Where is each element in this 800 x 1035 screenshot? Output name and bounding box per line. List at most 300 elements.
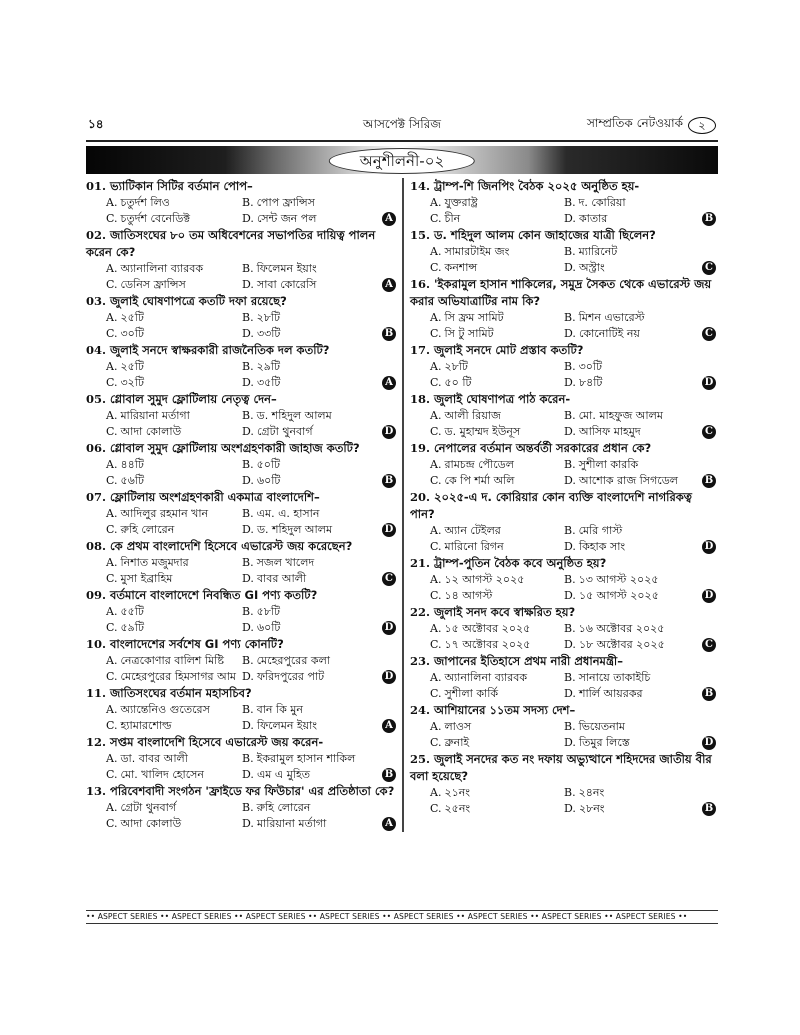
question-stem xyxy=(86,783,398,800)
question-stem xyxy=(86,342,398,359)
footer-separator: •• xyxy=(382,912,392,921)
option-row xyxy=(410,785,718,801)
option-c xyxy=(106,326,242,342)
option-letter: C. xyxy=(106,572,118,585)
option-d xyxy=(564,473,698,489)
option-c xyxy=(430,539,564,555)
option-row xyxy=(86,261,398,277)
question-stem xyxy=(86,538,398,555)
section-heading xyxy=(587,115,716,135)
option-text: সেন্ট জন পল xyxy=(256,212,317,225)
option-c xyxy=(430,424,564,440)
question-text: কে প্রথম বাংলাদেশি হিসেবে এভারেস্ট জয় করেছেন? xyxy=(110,539,353,553)
option-row xyxy=(86,702,398,718)
option-row xyxy=(410,408,718,424)
option-letter: C. xyxy=(430,425,442,438)
question-stem xyxy=(86,178,398,195)
option-text: অস্ট্রাং xyxy=(578,261,605,274)
option-text: মেহেরপুরের কলা xyxy=(256,654,330,667)
option-letter: B. xyxy=(564,573,576,586)
option-row xyxy=(410,424,718,440)
option-a xyxy=(106,359,242,375)
option-b xyxy=(242,310,378,326)
option-row xyxy=(86,669,398,685)
option-row xyxy=(86,195,398,211)
option-letter: B. xyxy=(564,196,576,209)
option-b xyxy=(242,359,378,375)
option-c xyxy=(430,686,564,702)
option-letter: B. xyxy=(242,507,254,520)
question-text: আশিয়ানের ১১তম সদস্য দেশ– xyxy=(434,703,576,717)
option-d xyxy=(242,620,378,636)
option-row xyxy=(410,310,718,326)
footer-series-text: ASPECT SERIES xyxy=(615,912,676,921)
option-letter: B. xyxy=(564,671,576,684)
option-letter: C. xyxy=(106,327,118,340)
option-b xyxy=(242,555,378,571)
question-text: জুলাই ঘোষণাপত্রে কতটি দফা রয়েছে? xyxy=(110,294,287,308)
option-text: ড. শহিদুল আলম xyxy=(256,523,333,536)
option-text: তিমুর লিস্তে xyxy=(578,736,630,749)
question-number: 15. xyxy=(410,228,431,242)
option-letter: D. xyxy=(564,425,576,438)
option-text: সি ফ্রম সামিট xyxy=(444,311,504,324)
option-text: রামচন্দ্র পৌডেল xyxy=(444,458,514,471)
option-letter: D. xyxy=(564,687,576,700)
option-row xyxy=(86,604,398,620)
footer-series-text: ASPECT SERIES xyxy=(171,912,232,921)
option-d xyxy=(242,375,378,391)
option-b xyxy=(564,523,698,539)
option-letter: C. xyxy=(430,474,442,487)
option-letter: D. xyxy=(564,327,576,340)
option-text: বান কি মুন xyxy=(256,703,303,716)
question-item xyxy=(86,636,398,685)
option-row xyxy=(410,260,718,276)
option-letter: D. xyxy=(564,474,576,487)
option-b xyxy=(242,408,378,424)
option-text: নিশাত মজুমদার xyxy=(120,556,189,569)
option-letter: D. xyxy=(564,736,576,749)
question-stem xyxy=(410,276,718,310)
question-stem xyxy=(410,751,718,785)
question-text: ট্রাম্প-পুতিন বৈঠক কবে অনুষ্ঠিত হয়? xyxy=(434,556,607,570)
option-text: পোপ ফ্রান্সিস xyxy=(256,196,315,209)
option-b xyxy=(564,457,698,473)
question-number: 09. xyxy=(86,588,107,602)
option-text: ১৬ অক্টোবর ২০২৫ xyxy=(578,622,665,635)
option-d xyxy=(242,424,378,440)
option-letter: C. xyxy=(106,719,118,732)
question-stem xyxy=(86,440,398,457)
option-d xyxy=(242,522,378,538)
option-b xyxy=(242,702,378,718)
option-row xyxy=(410,195,718,211)
question-text: জুলাই সনদে মোট প্রস্তাব কতটি? xyxy=(434,343,584,357)
option-b xyxy=(564,670,698,686)
option-text: ৫৯টি xyxy=(120,621,144,634)
option-text: হ্যামারশোল্ড xyxy=(120,719,172,732)
option-letter: A. xyxy=(106,605,118,618)
answer-badge: B xyxy=(702,212,716,226)
option-text: ৩০টি xyxy=(578,360,603,373)
option-letter: C. xyxy=(106,768,118,781)
option-text: ডেনিস ফ্রান্সিস xyxy=(120,278,186,291)
exercise-banner xyxy=(86,146,718,174)
option-text: ২৪নং xyxy=(578,786,605,799)
option-text: ড. মুহাম্মদ ইউনূস xyxy=(444,425,521,438)
option-letter: D. xyxy=(242,621,254,634)
option-text: যুক্তরাষ্ট্র xyxy=(444,196,478,209)
answer-badge: B xyxy=(382,474,396,488)
answer-badge: D xyxy=(382,670,396,684)
option-letter: D. xyxy=(242,817,254,830)
option-letter: A. xyxy=(106,262,118,275)
question-stem xyxy=(410,440,718,457)
option-text: অ্যানালিনা ব্যারবক xyxy=(120,262,204,275)
option-a xyxy=(106,261,242,277)
option-letter: D. xyxy=(564,802,576,815)
option-row xyxy=(410,359,718,375)
question-number: 16. xyxy=(410,277,431,291)
option-d xyxy=(564,801,698,817)
option-text: মেরি গাস্ট xyxy=(578,524,623,537)
option-text: ১৫ আগস্ট ২০২৫ xyxy=(578,589,659,602)
option-letter: B. xyxy=(564,245,576,258)
option-row xyxy=(86,751,398,767)
question-stem xyxy=(410,178,718,195)
option-letter: D. xyxy=(564,638,576,651)
option-letter: D. xyxy=(242,474,254,487)
option-letter: B. xyxy=(242,262,254,275)
option-text: সানায়ে তাকাইচি xyxy=(578,671,651,684)
question-number: 13. xyxy=(86,784,107,798)
option-letter: B. xyxy=(564,360,576,373)
option-row xyxy=(86,277,398,293)
option-a xyxy=(430,244,564,260)
option-text: ৩০টি xyxy=(120,327,144,340)
answer-badge: D xyxy=(382,621,396,635)
option-row xyxy=(410,539,718,555)
question-stem xyxy=(86,489,398,506)
option-d xyxy=(564,424,698,440)
option-text: এম. এ. হাসান xyxy=(256,507,320,520)
option-text: শার্লি আয়রকর xyxy=(578,687,643,700)
option-row xyxy=(86,408,398,424)
question-number: 12. xyxy=(86,735,107,749)
option-text: বাবর আলী xyxy=(256,572,307,585)
option-b xyxy=(242,751,378,767)
option-row xyxy=(86,718,398,734)
option-b xyxy=(564,244,698,260)
question-item xyxy=(86,685,398,734)
question-item xyxy=(410,489,718,555)
option-a xyxy=(106,195,242,211)
option-text: ডা. বাবর আলী xyxy=(120,752,188,765)
question-number: 11. xyxy=(86,686,107,700)
option-row xyxy=(410,457,718,473)
option-a xyxy=(106,653,242,669)
option-text: মুসা ইব্রাহিম xyxy=(120,572,173,585)
option-letter: C. xyxy=(106,212,118,225)
option-text: সুশীলা কারকি xyxy=(578,458,639,471)
question-item xyxy=(86,178,398,227)
question-text: জুলাই সনদের কত নং দফায় অভ্যুত্থানে শহিদদের জাতীয় বীর বলা হয়েছে? xyxy=(410,752,712,783)
question-item xyxy=(86,342,398,391)
option-text: চতুর্দশ লিও xyxy=(120,196,170,209)
option-text: মারিয়ানা মর্তাগা xyxy=(256,817,327,830)
option-text: অ্যান টেইলর xyxy=(444,524,501,537)
option-text: ভিয়েতনাম xyxy=(578,720,625,733)
option-row xyxy=(410,473,718,489)
answer-badge: D xyxy=(382,523,396,537)
option-letter: B. xyxy=(242,409,254,422)
question-stem xyxy=(86,685,398,702)
option-text: মো. মাহফুজ আলম xyxy=(578,409,663,422)
option-row xyxy=(86,424,398,440)
option-letter: D. xyxy=(242,572,254,585)
option-letter: B. xyxy=(564,311,576,324)
question-stem xyxy=(86,636,398,653)
option-a xyxy=(106,506,242,522)
option-row xyxy=(410,621,718,637)
question-columns xyxy=(86,178,718,832)
option-d xyxy=(242,277,378,293)
option-letter: D. xyxy=(242,278,254,291)
question-item xyxy=(410,178,718,227)
option-c xyxy=(106,718,242,734)
option-a xyxy=(430,408,564,424)
option-a xyxy=(106,555,242,571)
option-row xyxy=(86,555,398,571)
question-stem xyxy=(86,227,398,261)
answer-badge: C xyxy=(382,572,396,586)
option-letter: A. xyxy=(430,573,442,586)
option-text: ২৫টি xyxy=(120,311,144,324)
option-letter: D. xyxy=(242,212,254,225)
question-text: ভ্যাটিকান সিটির বর্তমান পোপ– xyxy=(110,179,253,193)
option-letter: A. xyxy=(430,524,442,537)
option-letter: D. xyxy=(564,212,576,225)
option-text: সুশীলা কার্কি xyxy=(444,687,499,700)
option-a xyxy=(430,523,564,539)
option-d xyxy=(564,588,698,604)
option-text: ম্যারিনেট xyxy=(578,245,618,258)
option-d xyxy=(564,260,698,276)
question-item xyxy=(410,391,718,440)
option-letter: A. xyxy=(430,458,442,471)
question-item xyxy=(86,538,398,587)
option-text: ৫৮টি xyxy=(256,605,281,618)
option-letter: B. xyxy=(242,752,254,765)
option-row xyxy=(86,571,398,587)
question-number: 14. xyxy=(410,179,431,193)
question-stem xyxy=(86,391,398,408)
option-letter: D. xyxy=(564,589,576,602)
option-d xyxy=(564,211,698,227)
question-text: বাংলাদেশের সর্বশেষ GI পণ্য কোনটি? xyxy=(110,637,284,651)
option-text: আদা কোলাউ xyxy=(120,817,182,830)
option-row xyxy=(410,719,718,735)
option-d xyxy=(242,211,378,227)
option-text: মিশন এভারেস্ট xyxy=(578,311,645,324)
option-c xyxy=(106,669,242,685)
footer-separator: •• xyxy=(308,912,318,921)
option-text: ১৭ অক্টোবর ২০২৫ xyxy=(444,638,531,651)
option-letter: B. xyxy=(242,556,254,569)
option-letter: D. xyxy=(242,719,254,732)
option-letter: D. xyxy=(564,261,576,274)
question-item xyxy=(410,440,718,489)
option-b xyxy=(564,621,698,637)
option-c xyxy=(430,588,564,604)
question-item xyxy=(410,276,718,342)
option-letter: C. xyxy=(106,474,118,487)
option-letter: B. xyxy=(242,801,254,814)
option-text: ২৮টি xyxy=(444,360,468,373)
answer-badge: A xyxy=(382,212,396,226)
question-text: 'ইকরামুল হাসান শাকিলের, সমুদ্র সৈকত থেকে এভারেস্ট জয় করার অভিযাত্রাটির নাম কি? xyxy=(410,277,712,308)
option-text: ৮৪টি xyxy=(578,376,603,389)
option-letter: B. xyxy=(564,720,576,733)
option-letter: C. xyxy=(430,376,442,389)
option-text: রুহি লোরেন xyxy=(120,523,175,536)
question-number: 18. xyxy=(410,392,431,406)
option-text: ব্রুনাই xyxy=(444,736,470,749)
question-number: 23. xyxy=(410,654,431,668)
option-text: সাবা কোরেসি xyxy=(256,278,317,291)
question-stem xyxy=(86,734,398,751)
option-text: লাওস xyxy=(444,720,472,733)
option-c xyxy=(106,620,242,636)
option-letter: C. xyxy=(430,802,442,815)
option-text: সামারটাইম জং xyxy=(444,245,510,258)
option-row xyxy=(86,310,398,326)
option-letter: C. xyxy=(430,327,442,340)
answer-badge: B xyxy=(382,327,396,341)
option-letter: A. xyxy=(106,654,118,667)
option-letter: B. xyxy=(564,409,576,422)
option-row xyxy=(410,735,718,751)
question-text: জুলাই ঘোষণাপত্র পাঠ করেন- xyxy=(434,392,571,406)
option-row xyxy=(410,244,718,260)
option-b xyxy=(564,572,698,588)
option-a xyxy=(430,785,564,801)
option-text: ৩৩টি xyxy=(256,327,281,340)
option-text: আদা কোলাউ xyxy=(120,425,182,438)
option-text: ইকরামুল হাসান শাকিল xyxy=(256,752,356,765)
question-item xyxy=(410,227,718,276)
question-text: ২০২৫-এ দ. কোরিয়ার কোন ব্যক্তি বাংলাদেশি নাগরিকত্ব পান? xyxy=(410,490,692,521)
option-letter: C. xyxy=(430,687,442,700)
question-number: 04. xyxy=(86,343,107,357)
option-letter: C. xyxy=(430,540,442,553)
option-letter: A. xyxy=(106,311,118,324)
option-c xyxy=(430,375,564,391)
option-c xyxy=(106,816,242,832)
option-a xyxy=(430,310,564,326)
option-text: ৫৬টি xyxy=(120,474,144,487)
option-d xyxy=(242,767,378,783)
option-letter: D. xyxy=(242,523,254,536)
option-row xyxy=(410,801,718,817)
option-a xyxy=(430,572,564,588)
question-item xyxy=(86,489,398,538)
option-letter: A. xyxy=(430,409,442,422)
question-text: জাপানের ইতিহাসে প্রথম নারী প্রধানমন্ত্রী– xyxy=(434,654,623,668)
question-number: 25. xyxy=(410,752,431,766)
option-b xyxy=(564,719,698,735)
answer-badge: D xyxy=(382,425,396,439)
option-a xyxy=(106,800,242,816)
option-row xyxy=(86,359,398,375)
option-text: ২৫নং xyxy=(444,802,471,815)
option-text: ১৫ অক্টোবর ২০২৫ xyxy=(444,622,531,635)
question-text: বর্তমানে বাংলাদেশে নিবন্ধিত GI পণ্য কতটি? xyxy=(110,588,318,602)
option-letter: D. xyxy=(564,376,576,389)
left-column xyxy=(86,178,402,832)
option-letter: B. xyxy=(242,605,254,618)
option-b xyxy=(242,653,378,669)
option-letter: A. xyxy=(430,622,442,635)
option-text: ২১নং xyxy=(444,786,471,799)
option-letter: D. xyxy=(242,327,254,340)
option-text: অ্যান্তেনিও গুতেরেস xyxy=(120,703,210,716)
option-letter: C. xyxy=(430,736,442,749)
section-title: সাম্প্রতিক নেটওয়ার্ক xyxy=(587,116,683,130)
option-text: আলী রিয়াজ xyxy=(444,409,501,422)
answer-badge: C xyxy=(702,425,716,439)
footer-separator: •• xyxy=(678,912,688,921)
question-number: 03. xyxy=(86,294,107,308)
option-letter: A. xyxy=(430,720,442,733)
option-d xyxy=(242,816,378,832)
question-item xyxy=(410,751,718,817)
option-letter: C. xyxy=(106,278,118,291)
option-a xyxy=(430,359,564,375)
option-letter: B. xyxy=(242,196,254,209)
option-row xyxy=(410,326,718,342)
option-letter: A. xyxy=(430,245,442,258)
option-d xyxy=(564,375,698,391)
footer-strip xyxy=(86,910,718,924)
option-a xyxy=(106,408,242,424)
option-letter: A. xyxy=(106,458,118,471)
option-c xyxy=(430,637,564,653)
option-letter: B. xyxy=(242,654,254,667)
option-text: ৪৪টি xyxy=(120,458,144,471)
question-stem xyxy=(410,391,718,408)
option-c xyxy=(430,801,564,817)
footer-series-text: ASPECT SERIES xyxy=(541,912,602,921)
option-text: চীন xyxy=(444,212,461,225)
option-a xyxy=(430,670,564,686)
option-c xyxy=(106,767,242,783)
option-text: মারিনো রিগন xyxy=(444,540,504,553)
option-letter: C. xyxy=(106,523,118,536)
option-letter: A. xyxy=(106,556,118,569)
option-b xyxy=(242,261,378,277)
question-item xyxy=(86,783,398,832)
answer-badge: B xyxy=(382,768,396,782)
option-text: ৩২টি xyxy=(120,376,144,389)
option-letter: B. xyxy=(242,458,254,471)
question-number: 05. xyxy=(86,392,107,406)
question-number: 22. xyxy=(410,605,431,619)
option-text: গ্রেটা থুনবার্গ xyxy=(120,801,177,814)
option-b xyxy=(242,506,378,522)
page xyxy=(86,112,718,832)
